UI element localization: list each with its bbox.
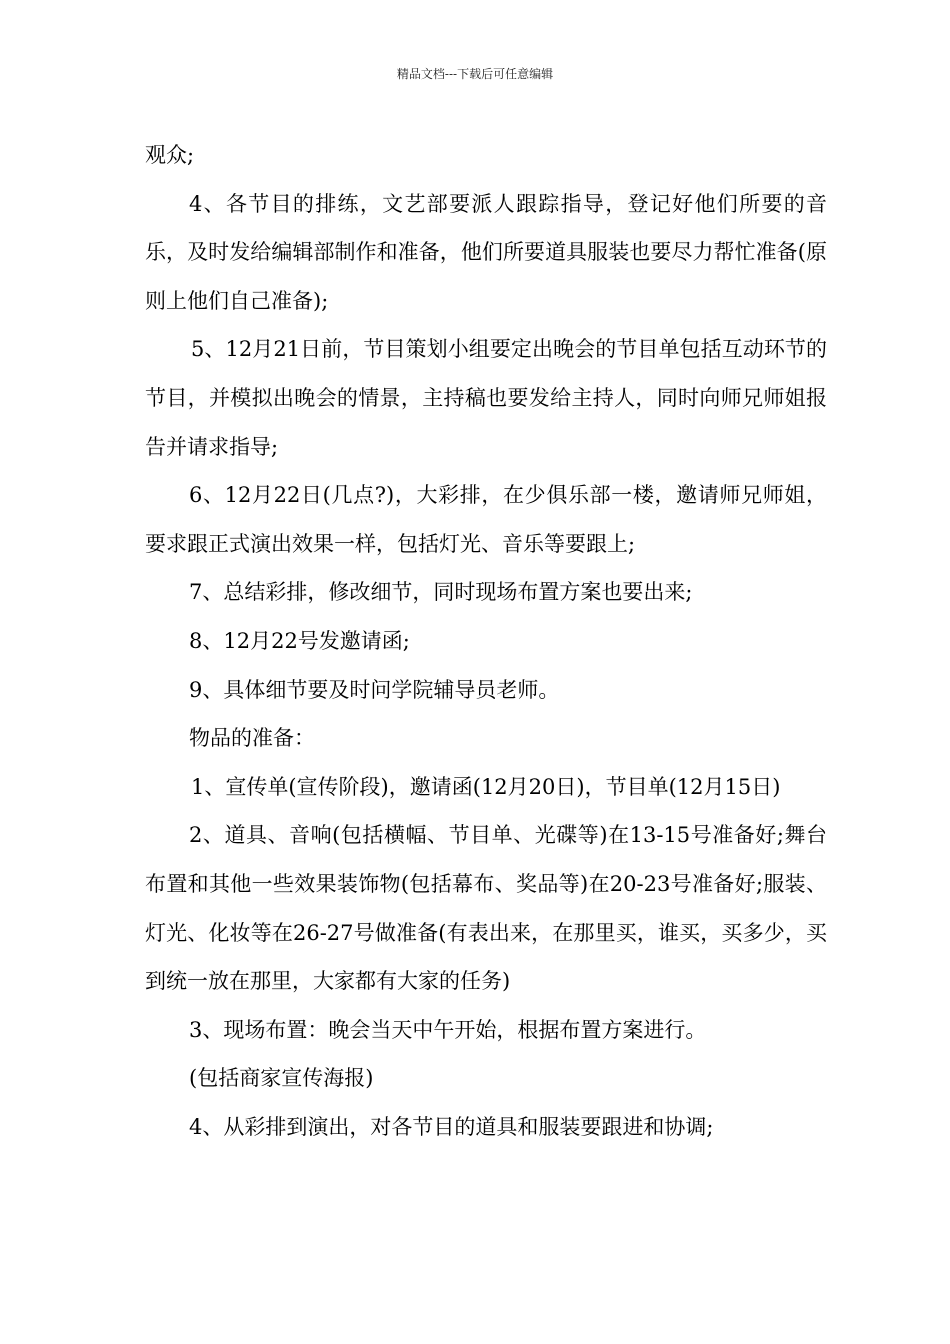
paragraph-audience: 观众; xyxy=(145,143,195,167)
paragraph-item-8-invitations: 8、12月22号发邀请函; xyxy=(189,628,410,653)
paragraph-merchant-posters: (包括商家宣传海报) xyxy=(189,1066,374,1091)
paragraph-supply-3-venue-setup: 3、现场布置：晚会当天中午开始，根据布置方案进行。 xyxy=(189,1017,707,1042)
page-header: 精品文档---下载后可任意编辑 xyxy=(396,67,554,81)
section-heading-supplies: 物品的准备： xyxy=(189,726,315,751)
document-body xyxy=(145,131,827,1151)
paragraph-supply-2-props: 2、道具、音响(包括横幅、节目单、光碟等)在13-15号准备好;舞台布置和其他一些效果装饰物(包括幕布、奖品等)在20-23号准备好;服装、灯光、化妆等在26-27号做准备(有表出来，在那里买，谁买，买多少，买到统一放在那里，大家都有大家的任务) xyxy=(145,823,827,994)
paragraph-supply-4-coordination: 4、从彩排到演出，对各节目的道具和服装要跟进和协调; xyxy=(189,1114,714,1139)
paragraph-item-9-details: 9、具体细节要及时问学院辅导员老师。 xyxy=(189,677,560,702)
paragraph-item-5-program-list: 5、12月21日前，节目策划小组要定出晚会的节目单包括互动环节的节目，并模拟出晚会的情景，主持稿也要发给主持人，同时向师兄师姐报告并请求指导; xyxy=(145,337,827,459)
paragraph-item-7-summary: 7、总结彩排，修改细节，同时现场布置方案也要出来; xyxy=(189,580,693,605)
paragraph-supply-1-flyers: 1、宣传单(宣传阶段)，邀请函(12月20日)，节目单(12月15日) xyxy=(191,774,781,799)
paragraph-item-6-dress-rehearsal: 6、12月22日(几点?)，大彩排，在少俱乐部一楼，邀请师兄师姐，要求跟正式演出效果一样，包括灯光、音乐等要跟上; xyxy=(145,483,827,556)
paragraph-item-4-rehearsal: 4、各节目的排练，文艺部要派人跟踪指导，登记好他们所要的音乐，及时发给编辑部制作和准备，他们所要道具服装也要尽力帮忙准备(原则上他们自己准备); xyxy=(145,191,827,313)
